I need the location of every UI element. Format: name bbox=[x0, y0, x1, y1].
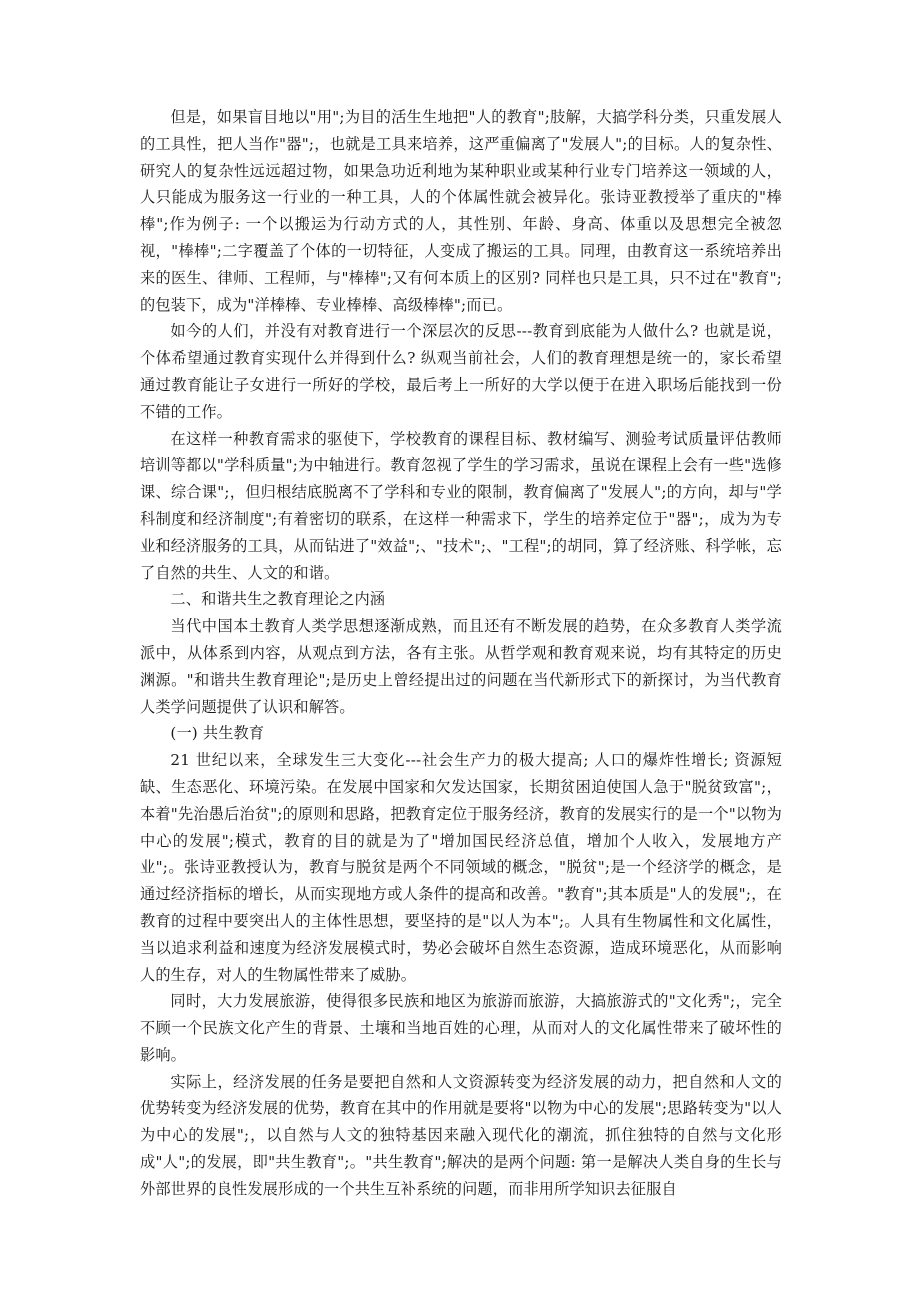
subsection-heading-1: (一) 共生教育 bbox=[170, 724, 265, 743]
section-heading-2: 二、和谐共生之教育理论之内涵 bbox=[170, 590, 386, 609]
paragraph-21st-century: 21 世纪以来，全球发生三大变化---社会生产力的极大提高; 人口的爆炸性增长; 资源短缺、生态恶化、环境污染。在发展中国家和欠发达国家，长期贫困迫使国人急于"脱贫致富";，本着"先治愚后治贫";的原则和思路，把教育定位于服务经济，教育的发展实行的是一个"以物为中心的发展";模式，教育的目的就是为了"增加国民经济总值，增加个人收入，发展地方产业";。张诗亚教授认为，教育与脱贫是两个不同领域的概念，"脱贫";是一个经济学的概念，是通过经济指标的增长，从而实现地方或人条件的提高和改善。"教育";其本质是"人的发展";，在教育的过程中要突出人的主体性思想，要坚持的是"以人为本";。人具有生物属性和文化属性，当以追求利益和速度为经济发展模式时，势必会破坏自然生态资源，造成环境恶化，从而影响人的生存，对人的生物属性带来了威胁。 bbox=[140, 751, 782, 984]
paragraph-reflection: 如今的人们，并没有对教育进行一个深层次的反思---教育到底能为人做什么? 也就是说，个体希望通过教育实现什么并得到什么? 纵观当前社会，人们的教育理想是统一的，家长希望通过教育能让子女进行一所好的学校，最后考上一所好的大学以便于在进入职场后能找到一份不错的工作。 bbox=[140, 322, 782, 421]
paragraph-education-demand: 在这样一种教育需求的驱使下，学校教育的课程目标、教材编写、测验考试质量评估教师培训等都以"学科质量";为中轴进行。教育忽视了学生的学习需求，虽说在课程上会有一些"选修课、综合课";，但归根结底脱离不了学科和专业的限制，教育偏离了"发展人";的方向，却与"学科制度和经济制度";有着密切的联系，在这样一种需求下，学生的培养定位于"器";，成为为专业和经济服务的工具，从而钻进了"效益";、"技术";、"工程";的胡同，算了经济账、科学帐，忘了自然的共生、人文的和谐。 bbox=[140, 429, 782, 582]
paragraph-theory-intro: 当代中国本土教育人类学思想逐渐成熟，而且还有不断发展的趋势，在众多教育人类学流派中，从体系到内容，从观点到方法，各有主张。从哲学观和教育观来说，均有其特定的历史渊源。"和谐共生教育理论";是历史上曾经提出过的问题在当代新形式下的新探讨，为当代教育人类学问题提供了认识和解答。 bbox=[140, 617, 782, 716]
paragraph-tourism: 同时，大力发展旅游，使得很多民族和地区为旅游而旅游，大搞旅游式的"文化秀";，完全不顾一个民族文化产生的背景、土壤和当地百姓的心理，从而对人的文化属性带来了破坏性的影响。 bbox=[140, 992, 782, 1064]
document-page bbox=[140, 104, 782, 1203]
paragraph-symbiosis-education: 实际上，经济发展的任务是要把自然和人文资源转变为经济发展的动力，把自然和人文的优势转变为经济发展的优势，教育在其中的作用就是要将"以物为中心的发展";思路转变为"以人为中心的发展";，以自然与人文的独特基因来融入现代化的潮流，抓住独特的自然与文化形成"人";的发展，即"共生教育";。"共生教育";解决的是两个问题: 第一是解决人类自身的生长与外部世界的良性发展形成的一个共生互补系统的问题，而非用所学知识去征服自 bbox=[140, 1072, 782, 1198]
paragraph-tool-critique: 但是，如果盲目地以"用";为目的活生生地把"人的教育";肢解，大搞学科分类，只重发展人的工具性，把人当作"器";，也就是工具来培养，这严重偏离了"发展人";的目标。人的复杂性、研究人的复杂性远远超过物，如果急功近利地为某种职业或某种行业专门培养这一领域的人，人只能成为服务这一行业的一种工具，人的个体属性就会被异化。张诗亚教授举了重庆的"棒棒";作为例子: 一个以搬运为行动方式的人，其性别、年龄、身高、体重以及思想完全被忽视，"棒棒";二字覆盖了个体的一切特征，人变成了搬运的工具。同理，由教育这一系统培养出来的医生、律师、工程师，与"棒棒";又有何本质上的区别? 同样也只是工具，只不过在"教育";的包装下，成为"洋棒棒、专业棒棒、高级棒棒";而已。 bbox=[140, 108, 782, 314]
